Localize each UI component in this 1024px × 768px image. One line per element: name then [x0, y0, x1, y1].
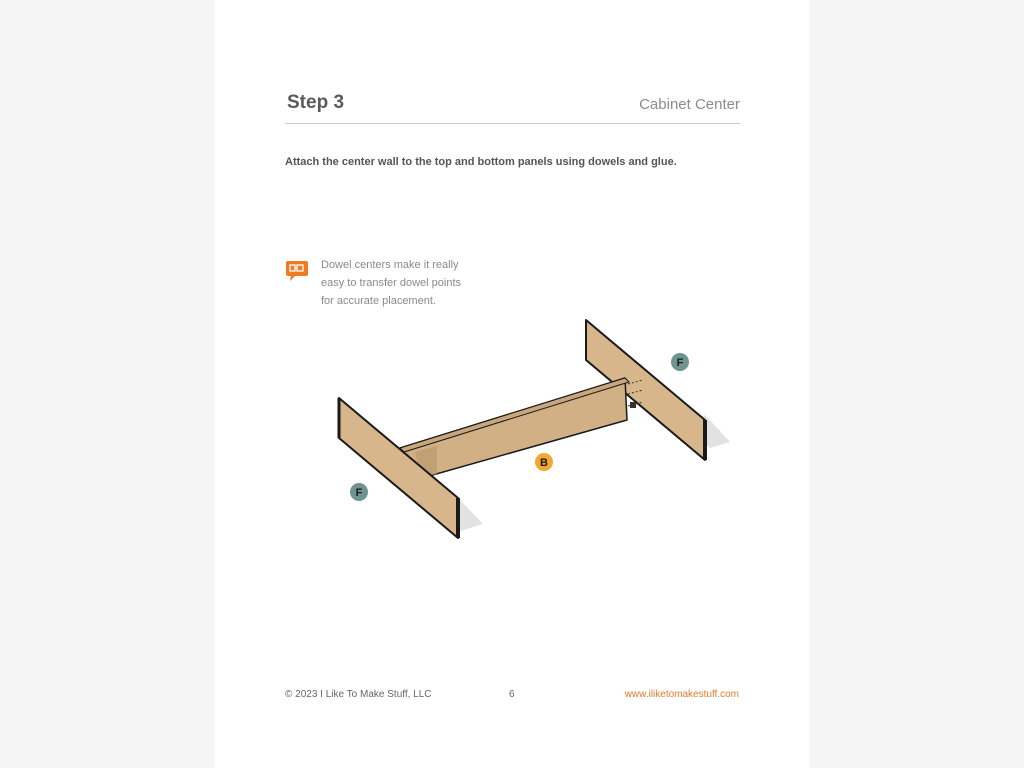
badge-f-left	[350, 483, 368, 501]
step-title: Step 3	[287, 92, 345, 113]
tip-line: Dowel centers make it really	[321, 259, 459, 271]
tip-line: for accurate placement.	[321, 295, 436, 307]
badge-f-right	[671, 353, 689, 371]
badge-b	[535, 453, 553, 471]
svg-text:B: B	[540, 457, 548, 469]
assembly-diagram	[325, 310, 745, 550]
step-instruction: Attach the center wall to the top and bottom panels using dowels and glue.	[285, 156, 677, 168]
svg-text:F: F	[676, 357, 684, 369]
speech-bubble-dowel-icon	[285, 260, 309, 282]
header-divider	[285, 123, 740, 124]
tip-text	[321, 256, 491, 310]
footer-copyright: © 2023 I Like To Make Stuff, LLC	[285, 689, 432, 700]
dowel-clamp	[630, 402, 636, 408]
svg-text:F: F	[355, 487, 363, 499]
tip-line: easy to transfer dowel points	[321, 277, 462, 289]
page-number: 6	[509, 689, 515, 700]
document-page	[215, 0, 809, 768]
website-link[interactable]: www.iliketomakestuff.com	[624, 689, 739, 700]
section-title: Cabinet Center	[639, 96, 740, 113]
